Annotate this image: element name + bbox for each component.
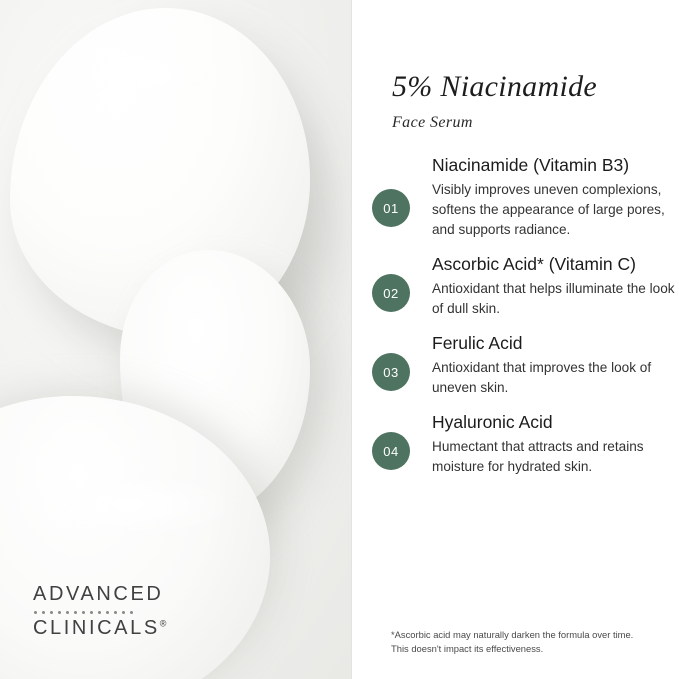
product-title: 5% Niacinamide <box>392 70 598 103</box>
footnote: *Ascorbic acid may naturally darken the formula over time. This doesn't impact its effectiveness. <box>391 629 634 655</box>
list-item <box>372 254 679 319</box>
serum-highlight-bottom <box>30 470 240 540</box>
ingredient-text <box>432 333 679 398</box>
ingredient-description: Antioxidant that helps illuminate the look of dull skin. <box>432 281 675 317</box>
ingredient-description: Visibly improves uneven complexions, softens the appearance of large pores, and supports radiance. <box>432 181 665 238</box>
ingredient-name: Hyaluronic Acid <box>432 412 553 433</box>
step-badge: 01 <box>372 189 410 227</box>
ingredient-name: Niacinamide (Vitamin B3) <box>432 155 630 175</box>
brand-logo <box>33 583 166 640</box>
ingredient-description: Humectant that attracts and retains moisture for hydrated skin. <box>432 439 644 475</box>
ingredient-description: Antioxidant that improves the look of uneven skin. <box>432 360 652 396</box>
serum-highlight-top <box>62 40 212 106</box>
ingredient-list <box>352 155 679 499</box>
brand-name-line-2 <box>33 617 166 640</box>
brand-name-line-1: ADVANCED <box>33 583 164 605</box>
ingredient-name: Ascorbic Acid* (Vitamin C) <box>432 254 636 275</box>
ingredient-text <box>432 155 679 240</box>
brand-dot-divider <box>34 611 166 614</box>
list-item <box>372 412 679 477</box>
brand-name-text: CLINICALS <box>33 617 160 639</box>
product-subtitle: Face Serum <box>392 114 473 131</box>
registered-mark: ® <box>159 618 167 629</box>
ingredient-text <box>432 412 679 477</box>
step-badge: 02 <box>372 274 410 312</box>
step-badge: 04 <box>372 432 410 470</box>
ingredient-name: Ferulic Acid <box>432 333 523 354</box>
list-item <box>372 333 679 398</box>
step-badge: 03 <box>372 353 410 391</box>
ingredient-text <box>432 254 679 319</box>
list-item <box>372 155 679 240</box>
ingredient-details-panel <box>352 0 679 679</box>
